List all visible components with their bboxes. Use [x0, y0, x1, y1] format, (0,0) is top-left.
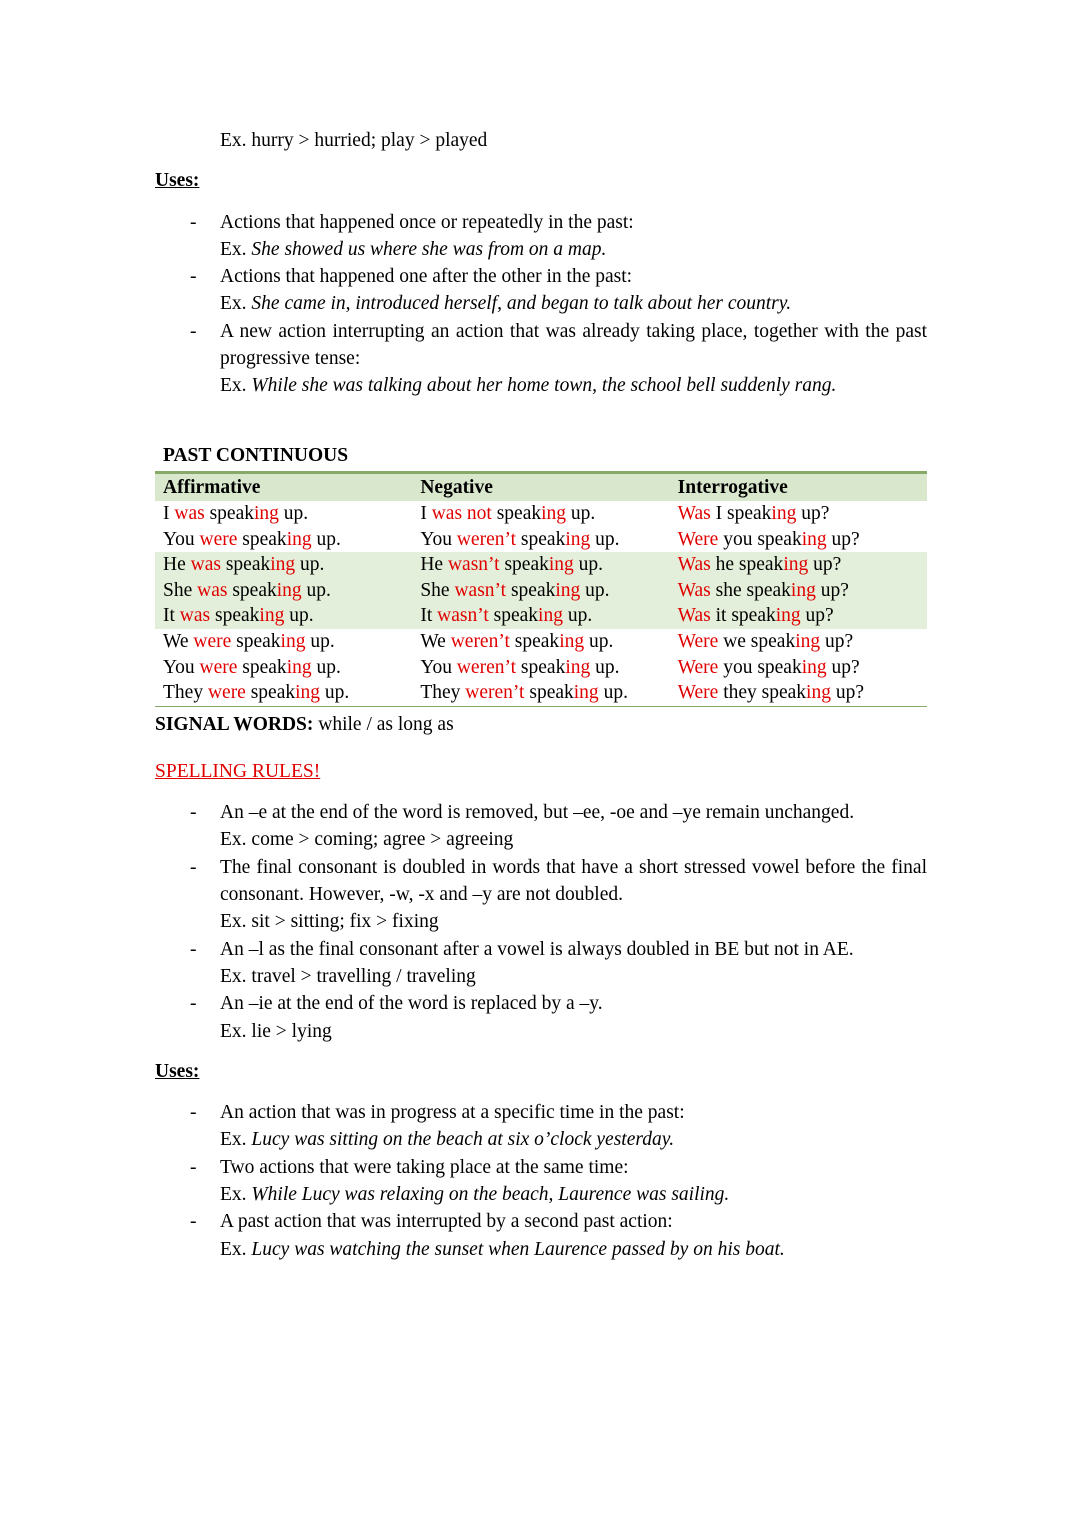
spelling-rules-list [155, 799, 927, 1045]
highlighted-word: ing [538, 605, 563, 627]
text-segment: up. [320, 682, 350, 704]
text-segment: up. [598, 682, 628, 704]
example-sentence: She showed us where she was from on a map. [251, 238, 607, 260]
highlighted-word: ing [559, 630, 585, 652]
highlighted-word: were [199, 656, 238, 678]
highlighted-word: Were [677, 630, 719, 652]
text-segment: we speak [718, 630, 796, 652]
table-header-cell: Affirmative [155, 472, 412, 501]
list-item-text: An –l as the final consonant after a vowel is always doubled in BE but not in AE. [220, 938, 854, 960]
table-row [155, 655, 927, 681]
text-segment: speak [506, 579, 556, 601]
highlighted-word: was [174, 503, 205, 525]
text-segment: up. [566, 503, 596, 525]
text-segment: speak [509, 630, 560, 652]
text-segment: She [420, 579, 455, 601]
list-item-text: An action that was in progress at a specific time in the past: [220, 1102, 685, 1124]
highlighted-word: ing [806, 682, 831, 704]
text-segment: up. [301, 579, 331, 601]
text-segment: They [163, 682, 208, 704]
example-sentence: Lucy was watching the sunset when Laurence passed by on his boat. [251, 1238, 785, 1260]
table-cell [412, 578, 669, 604]
highlighted-word: were [207, 682, 246, 704]
list-item-text: An –ie at the end of the word is replaced by a –y. [220, 993, 603, 1015]
text-segment: speak [488, 605, 539, 627]
text-segment: I [420, 503, 432, 525]
table-cell [155, 552, 412, 578]
uses-list-2 [155, 1099, 927, 1263]
text-segment: it speak [710, 605, 776, 627]
table-header-cell: Negative [412, 472, 669, 501]
highlighted-word: ing [565, 656, 591, 678]
signal-words-value: while / as long as [313, 713, 454, 735]
list-item-text: Actions that happened once or repeatedly in the past: [220, 211, 634, 233]
text-segment: speak [204, 503, 254, 525]
example-label: Ex. [220, 1238, 252, 1260]
text-segment: I speak [710, 503, 772, 525]
example-label: Ex. [220, 293, 252, 315]
text-segment: They [420, 682, 466, 704]
text-segment: up? [796, 503, 830, 525]
text-segment: up? [830, 682, 864, 704]
table-row [155, 552, 927, 578]
past-continuous-title: PAST CONTINUOUS [163, 444, 349, 466]
text-segment: she speak [710, 579, 791, 601]
highlighted-word: Were [677, 682, 719, 704]
text-segment: up. [278, 503, 309, 525]
text-segment: You [163, 656, 200, 678]
bullet-dash: - [190, 938, 197, 960]
table-cell [155, 501, 412, 527]
text-segment: up. [573, 554, 604, 576]
list-item-body [220, 209, 927, 264]
table-cell [412, 680, 669, 706]
text-segment: You [163, 528, 200, 550]
example-line [220, 1181, 927, 1208]
table-cell [670, 501, 927, 527]
bullet-dash: - [190, 1156, 197, 1178]
list-item-body [220, 799, 927, 854]
highlighted-word: ing [295, 682, 321, 704]
bullet-dash: - [190, 320, 197, 342]
highlighted-word: ing [573, 682, 599, 704]
example-label: Ex. [220, 238, 252, 260]
text-segment: speak [245, 682, 296, 704]
example-label: Ex. [220, 1129, 252, 1151]
highlighted-word: was [197, 579, 228, 601]
table-cell [412, 501, 669, 527]
list-item-body [220, 1208, 927, 1263]
spelling-rules-heading: SPELLING RULES! [155, 760, 321, 782]
table-cell [155, 629, 412, 655]
highlighted-word: ing [286, 656, 312, 678]
example-line: Ex. sit > sitting; fix > fixing [220, 911, 439, 933]
text-segment: It [163, 605, 180, 627]
highlighted-word: ing [790, 579, 816, 601]
list-item-text: Two actions that were taking place at the same time: [220, 1156, 629, 1178]
list-item-body [220, 1154, 927, 1209]
text-segment: up. [311, 656, 341, 678]
list-item [155, 209, 927, 264]
list-item [155, 1099, 927, 1154]
text-segment: speak [231, 630, 281, 652]
highlighted-word: were [193, 630, 232, 652]
highlighted-word: wasn’t [447, 554, 500, 576]
highlighted-word: Was [677, 554, 711, 576]
example-line [220, 290, 927, 317]
table-cell [412, 527, 669, 553]
list-item-text: A new action interrupting an action that was already taking place, together with the past progressive tense: [220, 320, 927, 370]
highlighted-word: was [179, 605, 211, 627]
table-row [155, 603, 927, 629]
text-segment: up. [295, 554, 325, 576]
bullet-dash: - [190, 993, 197, 1015]
uses-heading-1: Uses: [155, 170, 200, 192]
highlighted-word: ing [801, 656, 827, 678]
list-item [155, 936, 927, 991]
text-segment: speak [516, 528, 566, 550]
bullet-dash: - [190, 1211, 197, 1233]
table-cell [670, 552, 927, 578]
list-item [155, 799, 927, 854]
highlighted-word: ing [795, 630, 821, 652]
table-row [155, 578, 927, 604]
bullet-dash: - [190, 1102, 197, 1124]
text-segment: We [420, 630, 451, 652]
list-item [155, 318, 927, 400]
text-segment: She [163, 579, 198, 601]
table-row [155, 680, 927, 706]
text-segment: He [420, 554, 448, 576]
highlighted-word: Was [677, 579, 711, 601]
highlighted-word: ing [276, 579, 302, 601]
table-cell [670, 527, 927, 553]
list-item-body [220, 854, 927, 936]
example-sentence: While she was talking about her home town, the school bell suddenly rang. [251, 375, 837, 397]
text-segment: up. [305, 630, 335, 652]
list-item-text: The final consonant is doubled in words that have a short stressed vowel before the final consonant. However, -w, -x and –y are not doubled. [220, 856, 927, 906]
text-segment: speak [220, 554, 271, 576]
text-segment: up? [800, 605, 834, 627]
example-sentence: While Lucy was relaxing on the beach, Laurence was sailing. [251, 1184, 730, 1206]
highlighted-word: ing [548, 554, 574, 576]
table-cell [670, 629, 927, 655]
highlighted-word: ing [286, 528, 312, 550]
uses-list-1 [155, 209, 927, 400]
table-cell [670, 603, 927, 629]
highlighted-word: ing [280, 630, 306, 652]
table-row [155, 527, 927, 553]
past-continuous-table [155, 471, 927, 707]
text-segment: speak [491, 503, 542, 525]
text-segment: up. [590, 656, 620, 678]
text-segment: speak [499, 554, 549, 576]
table-cell [412, 603, 669, 629]
table-cell [670, 655, 927, 681]
highlighted-word: Was [677, 503, 711, 525]
list-item-body [220, 990, 927, 1045]
list-item-text: A past action that was interrupted by a second past action: [220, 1211, 673, 1233]
text-segment: up? [808, 554, 842, 576]
text-segment: speak [524, 682, 574, 704]
text-segment: He [163, 554, 191, 576]
table-cell [155, 655, 412, 681]
text-segment: up. [562, 605, 593, 627]
text-segment: We [163, 630, 194, 652]
highlighted-word: weren’t [450, 630, 510, 652]
list-item-body [220, 1099, 927, 1154]
text-segment: you speak [718, 656, 802, 678]
signal-words-label: SIGNAL WORDS: [155, 713, 314, 735]
table-cell [412, 655, 669, 681]
list-item-body [220, 936, 927, 991]
signal-words-line [155, 711, 927, 738]
highlighted-word: Were [677, 528, 719, 550]
text-segment: up. [590, 528, 620, 550]
text-segment: speak [237, 656, 287, 678]
text-segment: up? [815, 579, 849, 601]
bullet-dash: - [190, 856, 197, 878]
text-segment: up. [580, 579, 610, 601]
highlighted-word: weren’t [456, 656, 517, 678]
uses-heading-2: Uses: [155, 1060, 200, 1082]
table-cell [670, 680, 927, 706]
highlighted-word: weren’t [456, 528, 517, 550]
highlighted-word: Were [677, 656, 719, 678]
table-cell [412, 552, 669, 578]
text-segment: I [163, 503, 175, 525]
text-segment: You [420, 656, 457, 678]
bullet-dash: - [190, 802, 197, 824]
list-item-text: Actions that happened one after the other in the past: [220, 266, 633, 288]
highlighted-word: wasn’t [437, 605, 489, 627]
table-cell [670, 578, 927, 604]
text-segment: You [420, 528, 457, 550]
example-line: Ex. travel > travelling / traveling [220, 965, 476, 987]
text-segment: speak [210, 605, 260, 627]
example-line [220, 1236, 927, 1263]
example-line [220, 1126, 927, 1153]
text-segment: up. [584, 630, 614, 652]
highlighted-word: ing [541, 503, 567, 525]
text-segment: up. [284, 605, 314, 627]
list-item-text: An –e at the end of the word is removed, but –ee, -oe and –ye remain unchanged. [220, 802, 855, 824]
table-cell [155, 603, 412, 629]
example-label: Ex. [220, 1184, 252, 1206]
highlighted-word: ing [775, 605, 801, 627]
highlighted-word: wasn’t [454, 579, 507, 601]
example-line [220, 236, 927, 263]
table-body [155, 501, 927, 706]
text-segment: you speak [718, 528, 802, 550]
highlighted-word: ing [801, 528, 827, 550]
example-label: Ex. [220, 375, 252, 397]
table-cell [155, 578, 412, 604]
bullet-dash: - [190, 266, 197, 288]
text-segment: speak [227, 579, 277, 601]
list-item [155, 854, 927, 936]
text-segment: up? [826, 656, 860, 678]
text-segment: speak [516, 656, 566, 678]
text-segment: he speak [710, 554, 784, 576]
text-segment: up? [826, 528, 860, 550]
table-row [155, 501, 927, 527]
example-line-top: Ex. hurry > hurried; play > played [220, 130, 488, 151]
example-line [220, 372, 927, 399]
highlighted-word: ing [565, 528, 591, 550]
table-header-row [155, 472, 927, 501]
highlighted-word: was [190, 554, 221, 576]
text-segment: up? [820, 630, 854, 652]
highlighted-word: ing [270, 554, 296, 576]
example-line: Ex. come > coming; agree > agreeing [220, 829, 514, 851]
table-row [155, 629, 927, 655]
highlighted-word: Was [677, 605, 711, 627]
highlighted-word: weren’t [465, 682, 525, 704]
list-item-body [220, 318, 927, 400]
example-line: Ex. lie > lying [220, 1020, 332, 1042]
highlighted-word: ing [783, 554, 809, 576]
highlighted-word: was not [431, 503, 492, 525]
text-segment: up. [311, 528, 341, 550]
highlighted-word: ing [555, 579, 581, 601]
table-cell [155, 527, 412, 553]
text-segment: It [420, 605, 438, 627]
highlighted-word: ing [259, 605, 285, 627]
table-cell [155, 680, 412, 706]
list-item-body [220, 263, 927, 318]
bullet-dash: - [190, 211, 197, 233]
highlighted-word: were [199, 528, 238, 550]
example-sentence: Lucy was sitting on the beach at six o’clock yesterday. [251, 1129, 675, 1151]
table-header-cell: Interrogative [670, 472, 927, 501]
table-cell [412, 629, 669, 655]
text-segment: speak [237, 528, 287, 550]
highlighted-word: ing [771, 503, 797, 525]
highlighted-word: ing [253, 503, 279, 525]
list-item [155, 263, 927, 318]
list-item [155, 1154, 927, 1209]
example-sentence: She came in, introduced herself, and began to talk about her country. [251, 293, 792, 315]
text-segment: they speak [718, 682, 807, 704]
list-item [155, 1208, 927, 1263]
list-item [155, 990, 927, 1045]
